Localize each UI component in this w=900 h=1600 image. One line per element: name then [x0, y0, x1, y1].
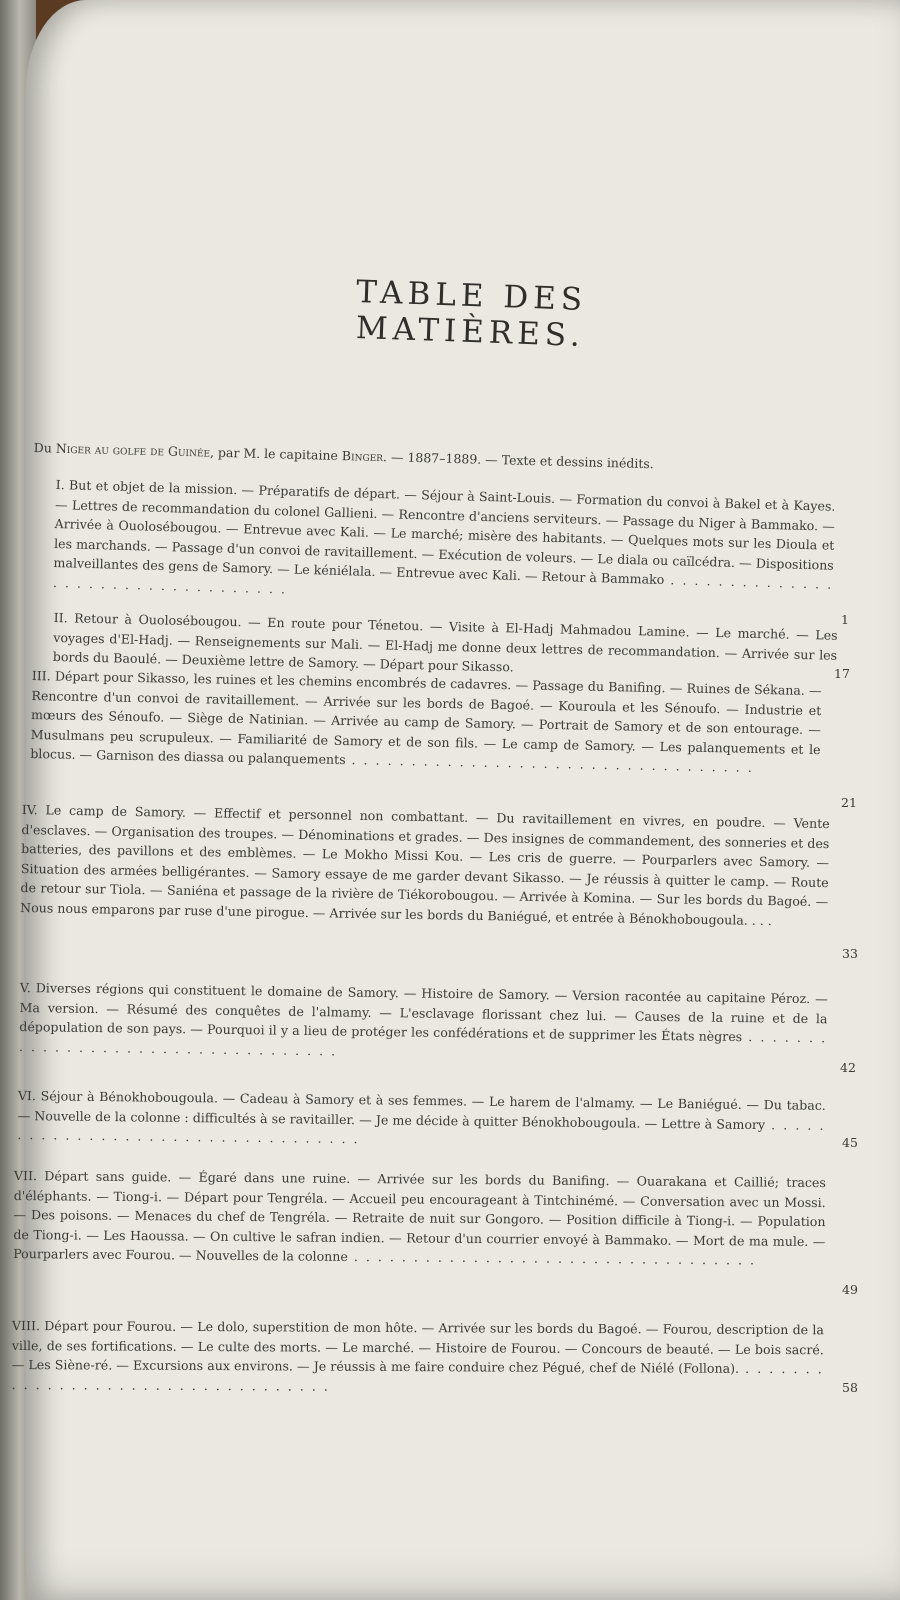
chapter-text: V. Diverses régions qui constituent le domaine de Samory. — Histoire de Samory. — Version racontée au capitaine Péroz. — Ma version. — Résumé des conquêtes de l'almamy. — L'esclavage florissant chez lui. — Causes de la ruine et de la dépopulation de son pays. — Pourquoi il y a lieu de protéger les confédérations et de supprimer les États nègres	[19, 979, 828, 1045]
chapter-text: I. But et objet de la mission. — Préparatifs de départ. — Séjour à Saint-Louis. — Formation du convoi à Bakel et à Kayes. — Lettres de recommandation du colonel Gallieni. — Rencontre d'anciens serviteurs. — Passage du Niger à Bammako. — Arrivée à Ouolosébougou. — Entrevue avec Kali. — Le marché; misère des habitants. — Quelques mots sur les Dioula et les marchands. — Passage d'un convoi de ravitaillement. — Exécution de voleurs. — Le diala ou caïlcédra. — Dispositions malveillantes des gens de Samory. — Le kéniélala. — Entrevue avec Kali. — Retour à Bammako	[53, 476, 836, 588]
chapter-page-number: 42	[840, 1060, 856, 1075]
chapter-4	[20, 800, 830, 931]
chapter-text: IV. Le camp de Samory. — Effectif et personnel non combattant. — Du ravitaillement en vivres, en poudre. — Vente d'esclaves. — Organisation des troupes. — Dénominations et grades. — Des insignes de commandement, des sonneries et des batteries, des pavillons et des emblèmes. — Le Mokho Missi Kou. — Les cris de guerre. — Pourparlers avec Samory. — Situation des armées belligérantes. — Samory essaye de me garder devant Sikasso. — Je réussis à quitter le camp. — Route de retour sur Tiola. — Saniéna et passage de la rivière de Tiékorobougou. — Arrivée à Komina. — Sur les bords du Bagoé. — Nous nous emparons par ruse d'une pirogue. — Arrivée sur les bords du Baniégué, et entrée à Bénokhobougoula. . . .	[20, 801, 830, 928]
chapter-page-number: 1	[841, 612, 849, 627]
header-route: Niger au golfe de Guinée	[55, 440, 211, 460]
chapter-text: VIII. Départ pour Fourou. — Le dolo, superstition de mon hôte. — Arrivée sur les bords du Bagoé. — Fourou, description de la ville, de ses fortifications. — Le culte des morts. — Le marché. — Histoire de Fourou. — Concours de beauté. — Le bois sacré. — Les Siène-ré. — Excursions aux environs. — Je réussis à me faire conduire chez Pégué, chef de Niélé (Follona).	[11, 1318, 824, 1376]
header-author: Binger	[341, 448, 384, 465]
chapter-page-number: 33	[842, 946, 858, 961]
chapter-page-number: 17	[834, 666, 850, 681]
section-header	[34, 440, 854, 477]
chapter-page-number: 58	[842, 1380, 858, 1395]
chapter-text: VI. Séjour à Bénokhobougoula. — Cadeau à Samory et à ses femmes. — Le harem de l'almamy. — Le Baniégué. — Du tabac. — Nouvelle de la colonne : difficultés à se ravitailler. — Je me décide à quitter Bénokhobougoula. — Lettre à Samory	[17, 1087, 826, 1132]
chapter-8	[12, 1316, 824, 1398]
chapter-7	[13, 1166, 826, 1271]
chapter-text: VII. Départ sans guide. — Égaré dans une ruine. — Arrivée sur les bords du Banifing. — Ouarakana et Caillié; traces d'éléphants. — Tiong-i. — Départ pour Tengréla. — Accueil peu encourageant à Tintchinémé. — Conversation avec un Mossi. — Des poisons. — Menaces du chef de Tengréla. — Retraite de nuit sur Gongoro. — Position difficile à Tiong-i. — Population de Tiong-i. — Les Haoussa. — On cultive le safran indien. — Retour d'un courrier envoyé à Bammako. — Mort de ma mule. — Pourparlers avec Fourou. — Nouvelles de la colonne	[13, 1167, 826, 1264]
chapter-3	[30, 666, 822, 779]
chapter-text: II. Retour à Ouolosébougou. — En route pour Ténetou. — Visite à El-Hadj Mahmadou Lamine. — Le marché. — Les voyages d'El-Hadj. — Renseignements sur Mali. — El-Hadj me donne deux lettres de recommandation. — Arrivée sur les bords du Baoulé. — Deuxième lettre de Samory. — Départ pour Sikasso.	[52, 609, 838, 675]
chapter-text: III. Départ pour Sikasso, les ruines et les chemins encombrés de cadavres. — Passage du Banifing. — Ruines de Sékana. — Rencontre d'un convoi de ravitaillement. — Arrivée sur les bords de Bagoé. — Kouroula et les Sénoufo. — Industrie et mœurs des Sénoufo. — Siège de Natinian. — Arrivée au camp de Samory. — Portrait de Samory et de son entourage. — Musulmans peu scrupuleux. — Familiarité de Samory et de son fils. — Le camp de Samory. — Les palanquements et le blocus. — Garnison des diassa ou palanquements	[30, 667, 822, 768]
chapter-page-number: 45	[842, 1135, 858, 1150]
book-page	[11, 0, 900, 1600]
header-by: , par M. le capitaine	[209, 444, 339, 463]
chapter-1	[53, 475, 836, 614]
chapter-page-number: 21	[841, 795, 857, 810]
chapter-page-number: 49	[842, 1282, 858, 1297]
header-rest: . — 1887–1889. — Texte et dessins inédits.	[382, 449, 654, 472]
page-title: TABLE DES MATIÈRES.	[355, 273, 588, 354]
chapter-5	[19, 978, 828, 1067]
header-prefix: Du	[33, 440, 53, 456]
chapter-6	[17, 1086, 826, 1154]
